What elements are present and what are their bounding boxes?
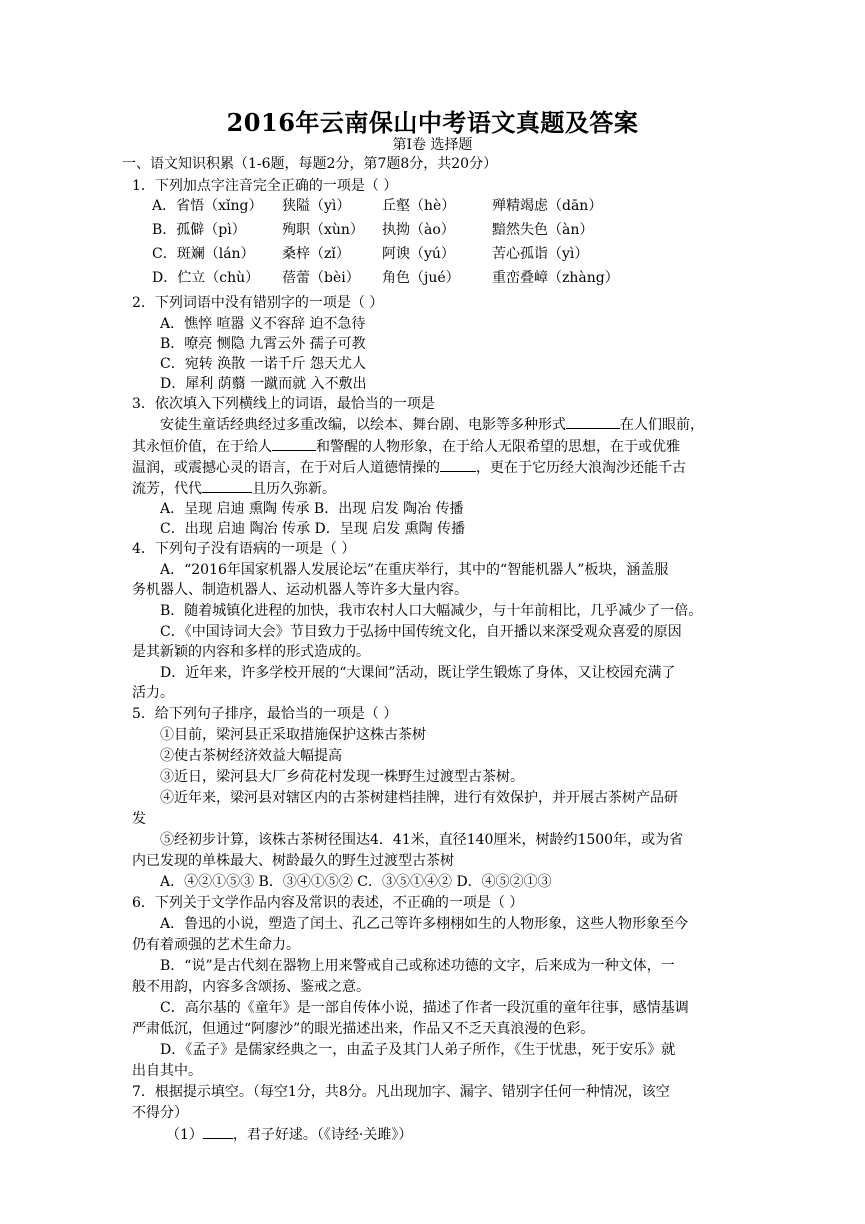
q2-option-a: A．憔悴 喧嚣 义不容辞 迫不急待	[160, 316, 366, 332]
q1-d-2: 蓓蕾（bèi）	[282, 270, 360, 286]
q3-p3a: 温润，或震撼心灵的语言，在于对后人道德情操的	[132, 460, 440, 476]
q3-p2a: 其永恒价值，在于给人	[132, 439, 272, 455]
q3-options-row-1: A．呈现 启迪 熏陶 传承 B．出现 启发 陶冶 传播	[160, 501, 464, 517]
q1-c-1: C．斑斓（lán）	[152, 246, 255, 262]
q4-d-line-2: 活力。	[132, 685, 174, 701]
q1-b-2: 殉职（xùn）	[282, 222, 364, 238]
q7-item-1-blank	[203, 1124, 233, 1139]
q4-b-line-1: B．随着城镇化进程的加快，我市农村人口大幅减少，与十年前相比，几乎减少了一倍。	[160, 603, 703, 619]
q3-stem: 3．依次填入下列横线上的词语，最恰当的一项是	[132, 396, 435, 412]
q1-a-3: 丘壑（hè）	[382, 198, 456, 214]
q3-passage-line-3	[132, 457, 686, 478]
q4-stem: 4．下列句子没有语病的一项是（ ）	[132, 541, 356, 557]
q5-sentence-5-line-1: ⑤经初步计算，该株古茶树径围达4．41米，直径140厘米，树龄约1500年，或为省	[160, 832, 684, 848]
q2-option-d: D．犀利 荫蘙 一蹴而就 入不敷出	[160, 376, 367, 392]
q5-sentence-2: ②使古茶树经济效益大幅提高	[160, 748, 342, 764]
q1-b-3: 执拗（ào）	[382, 222, 455, 238]
q3-blank-3	[440, 457, 476, 472]
section-heading: 一、语文知识积累（1-6题，每题2分，第7题8分，共20分）	[122, 156, 498, 172]
q6-c-line-2: 严肃低沉，但通过“阿廖沙”的眼光描述出来，作品又不乏天真浪漫的色彩。	[132, 1021, 595, 1037]
q6-a-line-2: 仍有着顽强的艺术生命力。	[132, 937, 300, 953]
q1-d-4: 重峦叠嶂（zhàng）	[492, 270, 619, 286]
q1-option-d	[152, 268, 619, 288]
q3-blank-2	[272, 436, 316, 451]
q1-c-3: 阿谀（yú）	[382, 246, 455, 262]
q4-a-line-1: A．“2016年国家机器人发展论坛”在重庆举行，其中的“智能机器人”板块，涵盖服	[160, 562, 669, 578]
q2-option-c: C．宛转 涣散 一诺千斤 怨天尤人	[160, 356, 367, 372]
q1-a-2: 狭隘（yì）	[282, 198, 351, 214]
q1-option-c	[152, 244, 588, 264]
q4-c-line-1: C．《中国诗词大会》节目致力于弘扬中国传统文化，自开播以来深受观众喜爱的原因	[160, 624, 682, 640]
q6-c-line-1: C．高尔基的《童年》是一部自传体小说，描述了作者一段沉重的童年往事，感情基调	[160, 1000, 689, 1016]
q3-passage-line-1	[160, 414, 704, 435]
q3-blank-1	[566, 414, 620, 429]
q7-item-1-text: ，君子好逑。（《诗经·关雎》）	[232, 1127, 413, 1143]
q5-sentence-3: ③近日，梁河县大厂乡荷花村发现一株野生过渡型古茶树。	[160, 769, 524, 785]
q3-p3b: ，更在于它历经大浪淘沙还能千古	[476, 460, 686, 476]
q5-sentence-4-line-1: ④近年来，梁河县对辖区内的古茶树建档挂牌，进行有效保护，并开展古茶树产品研	[160, 790, 678, 806]
page-subtitle: 第Ⅰ卷 选择题	[392, 137, 473, 153]
q1-d-3: 角色（jué）	[382, 270, 460, 286]
q2-option-b: B．嘹亮 恻隐 九霄云外 孺子可教	[160, 336, 366, 352]
q3-options-row-2: C．出现 启迪 陶冶 传承 D．呈现 启发 熏陶 传播	[160, 521, 466, 537]
q6-d-line-2: 出自其中。	[132, 1063, 202, 1079]
q1-a-1: A．省悟（xǐng）	[152, 198, 263, 214]
q6-b-line-1: B．“说”是古代刻在器物上用来警戒自己或称述功德的文字，后来成为一种文体，一	[160, 958, 675, 974]
q7-item-1	[166, 1124, 412, 1145]
q5-options: A．④②①⑤③ B．③④①⑤② C．③⑤①④② D．④⑤②①③	[160, 874, 552, 890]
q3-passage-line-4	[132, 478, 336, 499]
q1-c-2: 桑梓（zǐ）	[282, 246, 350, 262]
q5-stem: 5．给下列句子排序，最恰当的一项是（ ）	[132, 706, 398, 722]
q1-b-4: 黯然失色（àn）	[492, 222, 594, 238]
q4-a-line-2: 务机器人、制造机器人、运动机器人等许多大量内容。	[132, 582, 468, 598]
page-title: 2016年云南保山中考语文真题及答案	[226, 108, 639, 137]
q3-p4b: 且历久弥新。	[252, 481, 336, 497]
q1-stem: 1．下列加点字注音完全正确的一项是（ ）	[132, 178, 398, 194]
q1-option-b	[152, 220, 593, 240]
q1-option-a	[152, 196, 602, 216]
q1-d-1: D．伫立（chù）	[152, 270, 260, 286]
q6-stem: 6．下列关于文学作品内容及常识的表述，不正确的一项是（ ）	[132, 895, 524, 911]
q5-sentence-4-line-2: 发	[132, 811, 146, 827]
q6-d-line-1: D．《孟子》是儒家经典之一，由孟子及其门人弟子所作，《生于忧患，死于安乐》就	[160, 1042, 676, 1058]
q1-a-4: 殚精竭虑（dān）	[492, 198, 603, 214]
q3-p4a: 流芳，代代	[132, 481, 202, 497]
q3-p1a: 安徒生童话经典经过多重改编，以绘本、舞台剧、电影等多种形式	[160, 417, 566, 433]
q7-stem-line-2: 不得分）	[132, 1105, 188, 1121]
q2-stem: 2．下列词语中没有错别字的一项是（ ）	[132, 295, 384, 311]
q3-passage-line-2	[132, 436, 680, 457]
q5-sentence-1: ①目前，梁河县正采取措施保护这株古茶树	[160, 727, 426, 743]
q7-stem-line-1: 7．根据提示填空。（每空1分，共8分。凡出现加字、漏字、错别字任何一种情况，该空	[132, 1084, 670, 1100]
q4-d-line-1: D．近年来，许多学校开展的“大课间”活动，既让学生锻炼了身体，又让校园充满了	[160, 665, 676, 681]
q3-blank-4	[202, 478, 252, 493]
q7-item-1-number: （1）	[166, 1127, 203, 1143]
q1-b-1: B．孤僻（pì）	[152, 222, 246, 238]
q3-p1b: 在人们眼前，	[620, 417, 704, 433]
q6-b-line-2: 般不用韵，内容多含颂扬、鉴戒之意。	[132, 979, 370, 995]
q4-c-line-2: 是其新颖的内容和多样的形式造成的。	[132, 644, 370, 660]
q1-c-4: 苦心孤诣（yì）	[492, 246, 589, 262]
q5-sentence-5-line-2: 内已发现的单株最大、树龄最久的野生过渡型古茶树	[132, 853, 454, 869]
q3-p2b: 和警醒的人物形象，在于给人无限希望的思想，在于或优雅	[316, 439, 680, 455]
q6-a-line-1: A．鲁迅的小说，塑造了闰土、孔乙己等许多栩栩如生的人物形象，这些人物形象至今	[160, 916, 689, 932]
